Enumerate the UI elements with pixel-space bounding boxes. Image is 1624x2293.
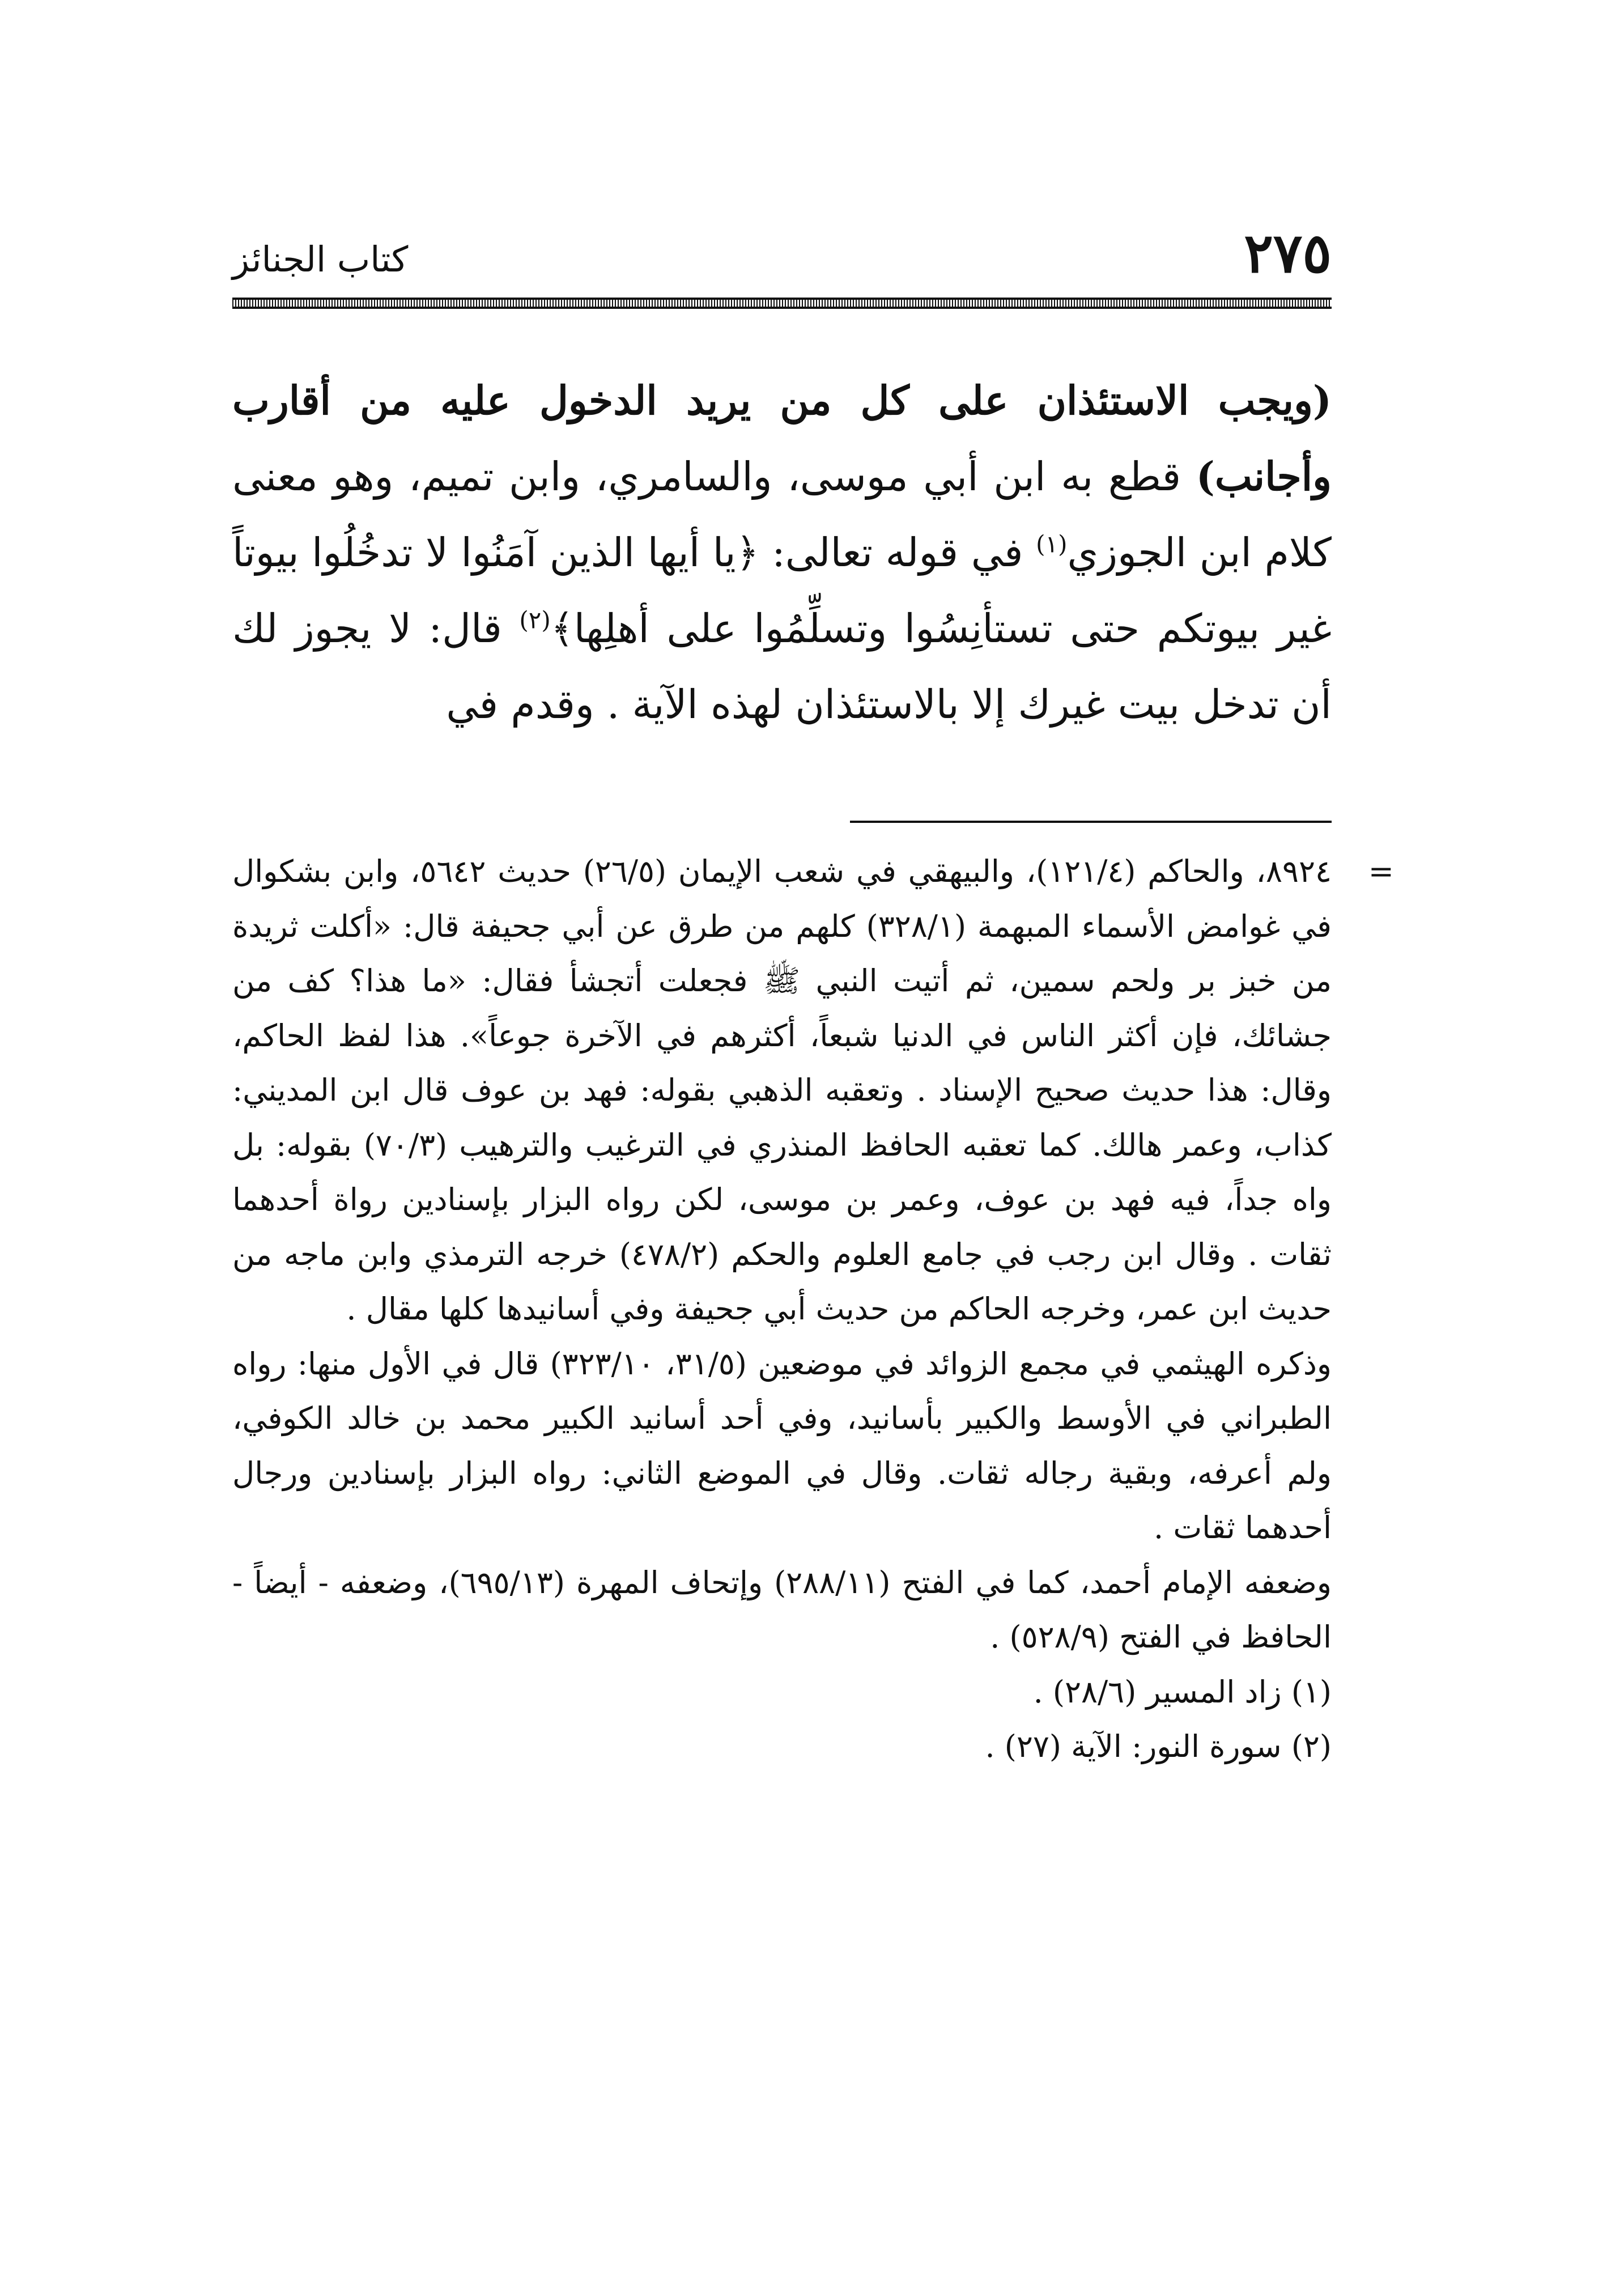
header-rule xyxy=(232,298,1332,309)
footnote-paragraph-1-text: ٨٩٢٤، والحاكم (١٢١/٤)، والبيهقي في شعب الإيمان (٢٦/٥) حديث ٥٦٤٢، وابن بشكوال في غوامض الأسماء المبهمة (٣٢٨/١) كلهم من طرق عن أبي جحيفة قال: «أكلت ثريدة من خبز بر ولحم سمين، ثم أتيت النبي ﷺ فجعلت أتجشأ فقال: «ما هذا؟ كف من جشائك، فإن أكثر الناس في الدنيا شبعاً، أكثرهم في الآخرة جوعاً». هذا لفظ الحاكم، وقال: هذا حديث صحيح الإسناد . وتعقبه الذهبي بقوله: فهد بن عوف قال ابن المديني: كذاب، وعمر هالك. كما تعقبه الحافظ المنذري في الترغيب والترهيب (٧٠/٣) بقوله: بل واه جداً، فيه فهد بن عوف، وعمر بن موسى، لكن رواه البزار بإسنادين رواة أحدهما ثقات . وقال ابن رجب في جامع العلوم والحكم (٤٧٨/٢) خرجه الترمذي وابن ماجه من حديث ابن عمر، وخرجه الحاكم من حديث أبي جحيفة وفي أسانيدها كلها مقال . xyxy=(232,853,1332,1327)
footnotes-separator xyxy=(850,821,1332,823)
book-page xyxy=(232,0,1394,2293)
footnote-paragraph-3: وضعفه الإمام أحمد، كما في الفتح (٢٨٨/١١) وإتحاف المهرة (٦٩٥/١٣)، وضعفه - أيضاً - الحافظ في الفتح (٥٢٨/٩) . xyxy=(232,1564,1332,1655)
main-text-2: في قوله تعالى: ﴿يا أيها الذين آمَنُوا لا تدخُلُوا بيوتاً غير بيوتكم حتى تستأنِسُوا وتسلِّمُوا على أهلِها﴾ xyxy=(232,529,1332,652)
page-number: ٢٧٥ xyxy=(1244,221,1332,285)
footnote-paragraph-1 xyxy=(232,844,1394,1337)
continuation-marker: = xyxy=(1368,853,1394,889)
bold-opening: (ويجب الاستئذان على كل من يريد الدخول عليه من أقارب وأجانب) xyxy=(232,377,1332,500)
footnote-paragraph-2: وذكره الهيثمي في مجمع الزوائد في موضعين (٣١/٥، ٣٢٣/١٠) قال في الأول منها: رواه الطبراني في الأوسط والكبير بأسانيد، وفي أحد أسانيد الكبير محمد بن خالد الكوفي، ولم أعرفه، وبقية رجاله ثقات. وقال في الموضع الثاني: رواه البزار بإسنادين ورجال أحدهما ثقات . xyxy=(232,1345,1332,1545)
footnote-1: (١) زاد المسير (٢٨/٦) . xyxy=(1033,1674,1332,1710)
footnote-2: (٢) سورة النور: الآية (٢٧) . xyxy=(985,1729,1332,1764)
page-header xyxy=(232,221,1332,285)
footnotes xyxy=(232,844,1394,1774)
main-text-1: قطع به ابن أبي موسى، والسامري، وابن تميم، وهو معنى كلام ابن الجوزي xyxy=(232,453,1332,576)
footnote-ref-1: (١) xyxy=(1036,530,1068,558)
main-text-3: قال: لا يجوز لك أن تدخل بيت غيرك إلا بالاستئذان لهذه الآية . وقدم في xyxy=(232,605,1332,728)
main-text xyxy=(232,363,1332,742)
running-title: كتاب الجنائز xyxy=(232,239,409,280)
footnote-ref-2: (٢) xyxy=(519,606,551,634)
